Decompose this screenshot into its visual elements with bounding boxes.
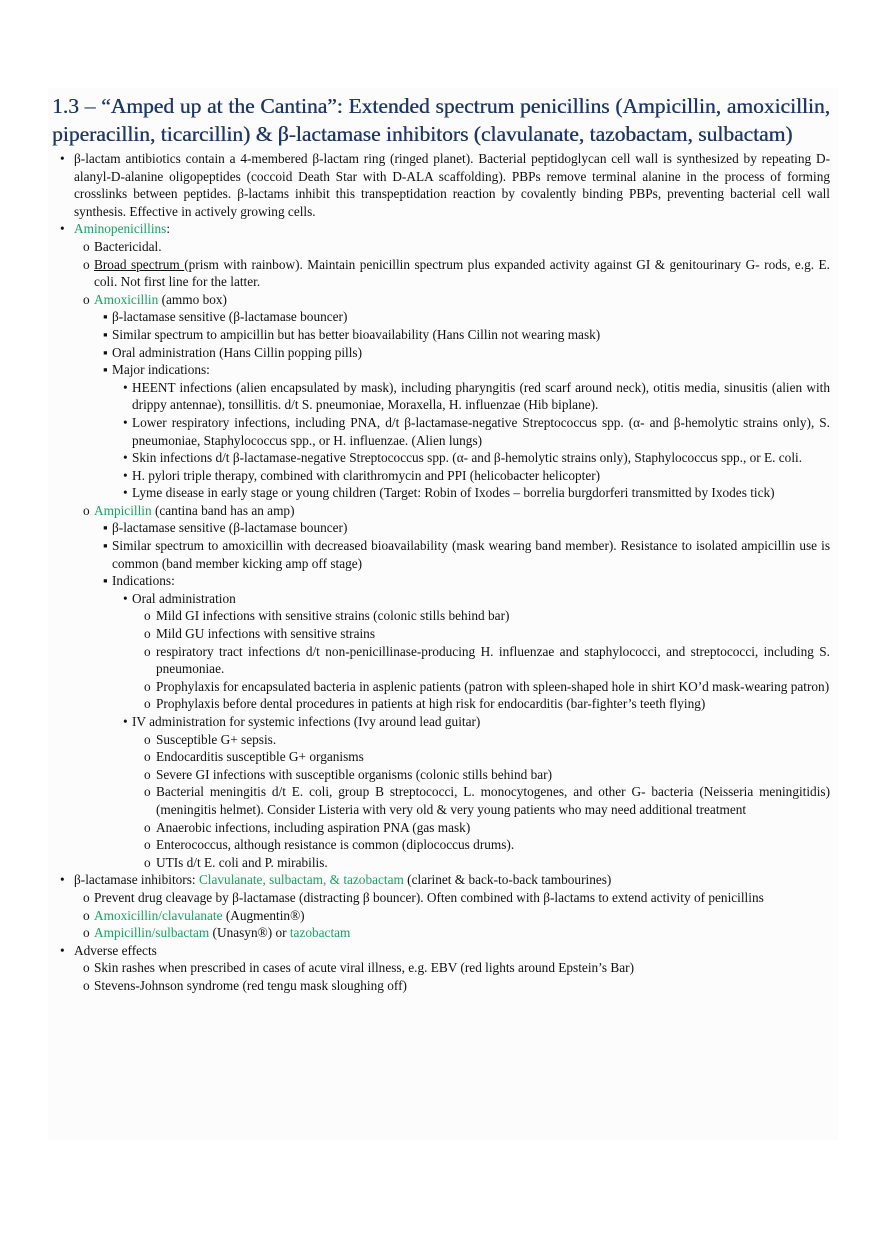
item-text: Skin rashes when prescribed in cases of acute viral illness, e.g. EBV (red lights around Epstein’s Bar) — [94, 960, 634, 976]
outline-item — [52, 607, 830, 625]
outline-item — [52, 854, 830, 872]
highlighted-term: Amoxicillin/clavulanate — [94, 907, 223, 923]
item-text: Similar spectrum to ampicillin but has better bioavailability (Hans Cillin not wearing mask) — [112, 326, 601, 342]
outline-item — [52, 731, 830, 749]
item-text: Mild GU infections with sensitive strains — [156, 626, 376, 642]
item-text: Prevent drug cleavage by β-lactamase (distracting β bouncer). Often combined with β-lactams to extend activity of penicillins — [94, 889, 764, 905]
bullet-marker: o — [144, 678, 151, 694]
item-text: Prophylaxis for encapsulated bacteria in asplenic patients (patron with spleen-shaped hole in shirt KO’d mask-wearing patron) — [156, 678, 830, 694]
item-text: HEENT infections (alien encapsulated by mask), including pharyngitis (red scarf around neck), otitis media, sinusitis (alien with drippy antennae), tonsillitis. d/t S. pneumoniae, Moraxella, H. influenzae (Hib biplane). — [132, 379, 830, 413]
highlighted-term: Ampicillin — [94, 502, 152, 518]
item-text: β-lactamase sensitive (β-lactamase bouncer) — [112, 520, 348, 536]
outline-item — [52, 484, 830, 502]
bullet-marker: o — [144, 626, 151, 642]
outline-item — [52, 695, 830, 713]
outline-item — [52, 678, 830, 696]
bullet-marker: • — [123, 450, 128, 466]
item-text: respiratory tract infections d/t non-penicillinase-producing H. influenzae and staphylococci, and streptococci, including S. pneumoniae. — [156, 643, 830, 677]
item-text: β-lactamase sensitive (β-lactamase bouncer) — [112, 309, 348, 325]
item-text: Oral administration — [132, 590, 236, 606]
bullet-marker: • — [123, 379, 128, 395]
bullet-marker: o — [144, 819, 151, 835]
outline-item — [52, 748, 830, 766]
section-title: 1.3 – “Amped up at the Cantina”: Extended spectrum penicillins (Ampicillin, amoxicillin, piperacillin, ticarcillin) & β-lactamase inhibitors (clavulanate, tazobactam, sulbactam) — [52, 94, 830, 146]
item-text: Oral administration (Hans Cillin popping pills) — [112, 344, 363, 360]
bullet-marker: ▪ — [103, 362, 108, 378]
bullet-marker: • — [123, 467, 128, 483]
bullet-marker: o — [144, 749, 151, 765]
bullet-marker: o — [144, 608, 151, 624]
bullet-marker: o — [83, 256, 90, 272]
outline-item — [52, 238, 830, 256]
bullet-marker: ▪ — [103, 520, 108, 536]
item-text: IV administration for systemic infections (Ivy around lead guitar) — [132, 714, 481, 729]
item-text: Mild GI infections with sensitive strains (colonic stills behind bar) — [156, 608, 510, 624]
bullet-marker: o — [83, 925, 90, 941]
item-text: Major indications: — [112, 362, 210, 378]
item-text: Adverse effects — [74, 942, 157, 958]
outline-item — [52, 871, 830, 889]
document-body — [52, 92, 830, 995]
item-text: (Unasyn®) or — [209, 925, 290, 941]
outline-item — [52, 379, 830, 414]
outline-item — [52, 907, 830, 925]
highlighted-term: Ampicillin/sulbactam — [94, 925, 210, 941]
item-text: Broad spectrum — [94, 256, 185, 272]
outline-item — [52, 414, 830, 449]
item-text: (prism with rainbow). Maintain penicillin spectrum plus expanded activity against GI & genitourinary G- rods, e.g. E. coli. Not first line for the latter. — [94, 256, 830, 290]
bullet-marker: o — [144, 837, 151, 853]
outline-item — [52, 959, 830, 977]
bullet-marker: o — [144, 784, 151, 800]
bullet-marker: o — [83, 889, 90, 905]
item-text: Severe GI infections with susceptible organisms (colonic stills behind bar) — [156, 766, 552, 782]
outline-item — [52, 449, 830, 467]
outline-item — [52, 344, 830, 362]
item-text: Stevens-Johnson syndrome (red tengu mask sloughing off) — [94, 977, 407, 993]
item-text: Susceptible G+ sepsis. — [156, 731, 277, 747]
bullet-marker: o — [144, 731, 151, 747]
bullet-marker: o — [83, 502, 90, 518]
bullet-marker: • — [60, 942, 65, 958]
item-text: Lower respiratory infections, including PNA, d/t β-lactamase-negative Streptococcus spp. (α- and β-hemolytic strains only), S. pneumoniae, Staphylococcus spp., or H. influenzae. (Alien lungs) — [132, 414, 830, 448]
outline-item — [52, 150, 830, 220]
outline-item — [52, 783, 830, 818]
item-text: β-lactamase inhibitors: — [74, 872, 199, 888]
outline-item — [52, 977, 830, 995]
outline-item — [52, 308, 830, 326]
outline-item — [52, 819, 830, 837]
bullet-marker: o — [144, 766, 151, 782]
item-text: Endocarditis susceptible G+ organisms — [156, 749, 364, 765]
bullet-marker: ▪ — [103, 538, 108, 554]
item-text: Skin infections d/t β-lactamase-negative Streptococcus spp. (α- and β-hemolytic strains only), Staphylococcus spp., or E. coli. — [132, 450, 803, 466]
outline-item — [52, 502, 830, 520]
item-text: Bactericidal. — [94, 238, 162, 254]
item-text: (clarinet & back-to-back tambourines) — [403, 872, 612, 888]
outline-item — [52, 291, 830, 309]
item-text: Similar spectrum to amoxicillin with decreased bioavailability (mask wearing band member). Resistance to isolated ampicillin use is common (band member kicking amp off stage) — [112, 538, 830, 571]
bullet-marker: • — [123, 714, 128, 729]
highlighted-term: tazobactam — [289, 925, 351, 941]
outline-item — [52, 537, 830, 572]
outline-item — [52, 256, 830, 291]
bullet-marker: • — [123, 414, 128, 430]
item-text: (ammo box) — [158, 291, 227, 307]
item-text: UTIs d/t E. coli and P. mirabilis. — [156, 854, 328, 870]
outline-item — [52, 924, 830, 942]
bullet-marker: o — [83, 960, 90, 976]
item-text: Prophylaxis before dental procedures in patients at high risk for endocarditis (bar-fighter’s teeth flying) — [156, 696, 706, 712]
outline-item — [52, 889, 830, 907]
outline-item — [52, 942, 830, 960]
outline-item — [52, 713, 830, 731]
outline-item — [52, 326, 830, 344]
item-text: Indications: — [112, 573, 175, 589]
bullet-marker: o — [83, 238, 90, 254]
item-text: Anaerobic infections, including aspiration PNA (gas mask) — [156, 819, 471, 835]
outline-item — [52, 572, 830, 590]
outline-item — [52, 836, 830, 854]
bullet-marker: o — [144, 696, 151, 712]
bullet-marker: ▪ — [103, 344, 108, 360]
outline-item — [52, 625, 830, 643]
bullet-marker: o — [83, 907, 90, 923]
bullet-marker: • — [123, 485, 128, 501]
highlighted-term: Aminopenicillins — [74, 221, 167, 237]
bullet-outline — [52, 150, 830, 995]
highlighted-term: Clavulanate, sulbactam, & tazobactam — [198, 872, 404, 888]
bullet-marker: • — [60, 872, 65, 888]
outline-item — [52, 467, 830, 485]
bullet-marker: ▪ — [103, 326, 108, 342]
item-text: Bacterial meningitis d/t E. coli, group B streptococci, L. monocytogenes, and other G- bacteria (Neisseria meningitidis) (meningitis helmet). Consider Listeria with very old & very young patients who may need additional treatment — [156, 784, 830, 817]
outline-item — [52, 643, 830, 678]
outline-item — [52, 361, 830, 379]
bullet-marker: o — [144, 643, 151, 659]
bullet-marker: o — [83, 977, 90, 993]
bullet-marker: o — [144, 854, 151, 870]
highlighted-term: Amoxicillin — [94, 291, 159, 307]
bullet-marker: o — [83, 291, 90, 307]
outline-item — [52, 519, 830, 537]
outline-item — [52, 220, 830, 238]
item-text: H. pylori triple therapy, combined with clarithromycin and PPI (helicobacter helicopter) — [132, 467, 601, 483]
bullet-marker: • — [123, 590, 128, 606]
item-text: : — [166, 221, 171, 237]
item-text: β-lactam antibiotics contain a 4-membered β-lactam ring (ringed planet). Bacterial peptidoglycan cell wall is synthesized by repeating D-alanyl-D-alanine oligopeptides (coccoid Death Star with D-ALA scaffolding). PBPs remove terminal alanine in the process of forming crosslinks between peptides. β-lactams inhibit this transpeptidation reaction by covalently binding PBPs, preventing bacterial cell wall synthesis. Effective in actively growing cells. — [74, 151, 830, 219]
item-text: (Augmentin®) — [222, 907, 305, 923]
bullet-marker: • — [60, 221, 65, 237]
bullet-marker: • — [60, 151, 65, 166]
bullet-marker: ▪ — [103, 573, 108, 589]
item-text: Lyme disease in early stage or young children (Target: Robin of Ixodes – borrelia burgdorferi transmitted by Ixodes tick) — [132, 485, 775, 501]
item-text: (cantina band has an amp) — [151, 502, 295, 518]
outline-item — [52, 590, 830, 608]
item-text: Enterococcus, although resistance is common (diplococcus drums). — [156, 837, 515, 853]
bullet-marker: ▪ — [103, 309, 108, 325]
outline-item — [52, 766, 830, 784]
